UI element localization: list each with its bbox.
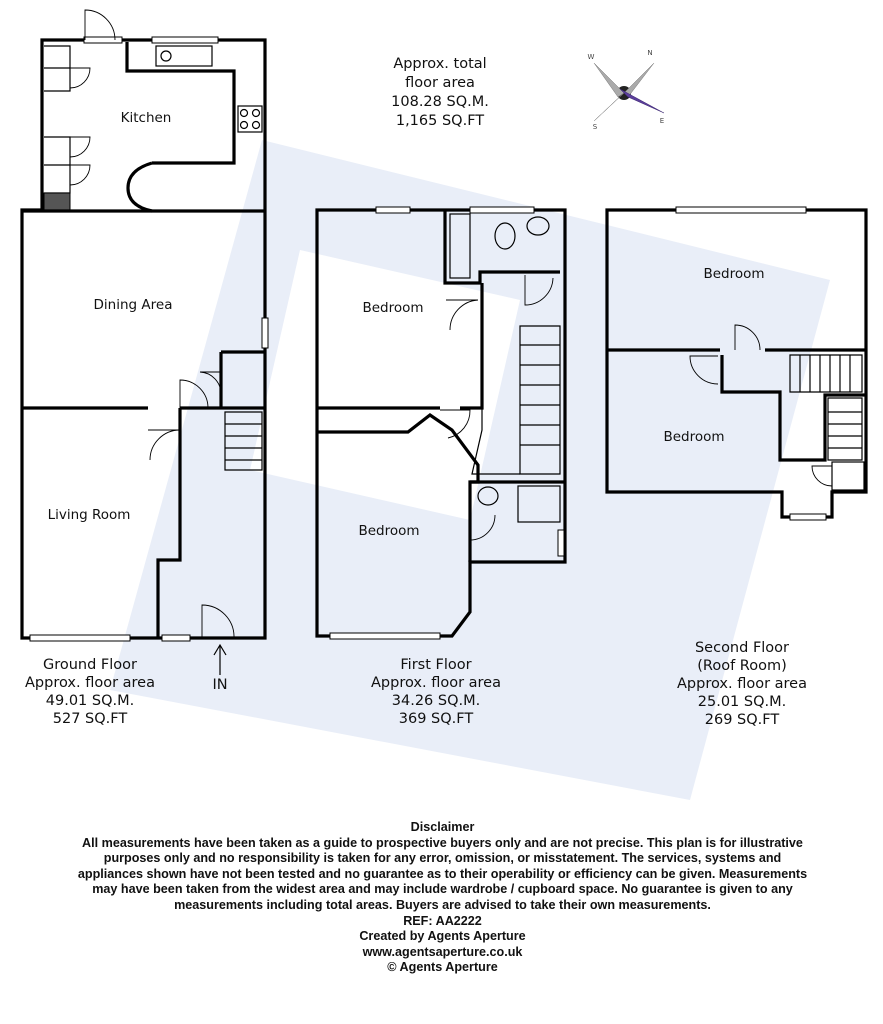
second-floor-area-label: Approx. floor area: [677, 676, 807, 692]
ground-floor-sqft: 527 SQ.FT: [52, 711, 128, 727]
first-floor-name: First Floor: [400, 657, 472, 673]
created-by: Created by Agents Aperture: [359, 929, 526, 944]
total-area-sqft: 1,165 SQ.FT: [395, 113, 485, 129]
room-label-dining-area: Dining Area: [93, 297, 173, 313]
second-floor-subname: (Roof Room): [697, 658, 787, 674]
ground-floor-summary: [10, 656, 170, 728]
room-label-second-floor-bedroom-1: Bedroom: [703, 266, 765, 282]
total-area-line2: floor area: [405, 75, 475, 91]
room-label-first-floor-bedroom-2: Bedroom: [358, 523, 420, 539]
second-floor-summary: [662, 639, 822, 729]
disclaimer-block: [70, 820, 815, 976]
website-link[interactable]: www.agentsaperture.co.uk: [362, 944, 523, 959]
total-floor-area: [360, 55, 520, 131]
room-label-living-room: Living Room: [47, 507, 131, 523]
disclaimer-heading: Disclaimer: [410, 820, 475, 834]
room-label-kitchen: Kitchen: [120, 110, 172, 126]
room-label-second-floor-bedroom-2: Bedroom: [663, 429, 725, 445]
disclaimer-body: All measurements have been taken as a guide to prospective buyers only and are not precise. This plan is for illustrative purposes only and no responsibility is taken for any error, omission, or misstatement. The services, systems and appliances shown have not been tested and no guarantee as to their operability or efficiency can be given. Measurements may have been taken from the widest area and may include wardrobe / cupboard space. No guarantee is given to any measurements including total areas. Buyers are advised to take their own measurements.: [77, 835, 808, 912]
second-floor-name: Second Floor: [694, 640, 790, 656]
ground-floor-area-label: Approx. floor area: [25, 675, 155, 691]
first-floor-area-label: Approx. floor area: [371, 675, 501, 691]
second-floor-sqft: 269 SQ.FT: [704, 712, 780, 728]
compass-west-label: W: [587, 53, 595, 61]
compass-south-label: S: [592, 123, 598, 131]
second-floor-sqm: 25.01 SQ.M.: [697, 694, 787, 710]
first-floor-sqm: 34.26 SQ.M.: [391, 693, 481, 709]
compass-icon: [588, 49, 665, 131]
first-floor-sqft: 369 SQ.FT: [398, 711, 474, 727]
compass-east-label: E: [659, 117, 665, 125]
compass-north-label: N: [647, 49, 653, 57]
reference-number: REF: AA2222: [403, 913, 482, 928]
first-floor-summary: [356, 656, 516, 728]
copyright: © Agents Aperture: [387, 960, 498, 975]
entrance-label: IN: [212, 677, 228, 693]
ground-floor-name: Ground Floor: [42, 657, 138, 673]
total-area-sqm: 108.28 SQ.M.: [391, 94, 489, 110]
ground-floor-sqm: 49.01 SQ.M.: [45, 693, 135, 709]
compass-needle: [620, 89, 664, 113]
total-area-line1: Approx. total: [393, 56, 487, 72]
room-label-first-floor-bedroom-1: Bedroom: [362, 300, 424, 316]
